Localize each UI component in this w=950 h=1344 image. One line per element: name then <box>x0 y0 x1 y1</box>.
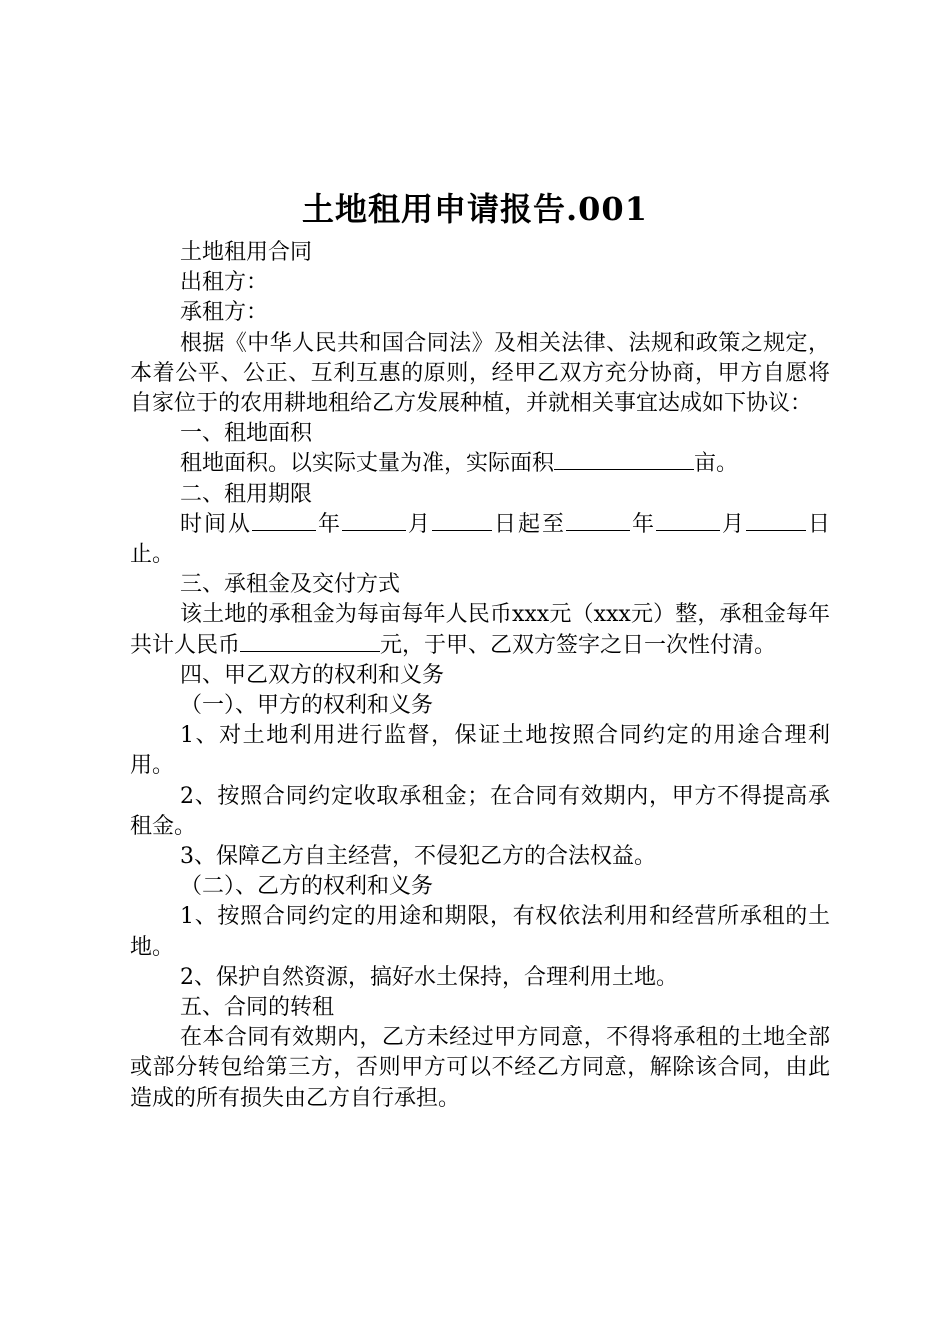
area-paragraph <box>130 449 830 479</box>
preamble-paragraph: 根据《中华人民共和国合同法》及相关法律、法规和政策之规定，本着公平、公正、互利互惠的原则，经甲乙双方充分协商，甲方自愿将自家位于的农用耕地租给乙方发展种植，并就相关事宜达成如下协议： <box>130 330 830 417</box>
party-a-subheading: （一）、甲方的权利和义务 <box>180 693 434 719</box>
start-day-blank <box>432 510 492 531</box>
start-month-blank <box>342 510 406 531</box>
end-year-blank <box>566 510 630 531</box>
section-3-heading: 三、承租金及交付方式 <box>180 572 401 598</box>
party-a-item-3: 3、保障乙方自主经营，不侵犯乙方的合法权益。 <box>180 844 656 870</box>
document-body <box>130 238 830 1114</box>
start-year-blank <box>252 510 316 531</box>
document-title: 土地租用申请报告.001 <box>302 190 648 228</box>
rent-text-end: 元，于甲、乙双方签字之日一次性付清。 <box>380 632 777 658</box>
rent-text: 该土地的承租金为每亩每年人民币xxx元（xxx元）整，承租金每年共计人民币 <box>130 602 830 658</box>
term-month-1: 月 <box>405 511 432 537</box>
party-b-subheading: （二）、乙方的权利和义务 <box>180 874 434 900</box>
section-5-heading: 五、合同的转租 <box>180 995 335 1021</box>
term-paragraph <box>130 510 830 570</box>
rent-total-blank <box>240 631 380 652</box>
area-unit: 亩。 <box>694 451 739 477</box>
end-day-blank <box>746 510 806 531</box>
party-a-item-2: 2、按照合同约定收取承租金；在合同有效期内，甲方不得提高承租金。 <box>130 783 830 839</box>
contract-heading: 土地租用合同 <box>180 240 313 265</box>
section-1-heading: 一、租地面积 <box>180 421 313 447</box>
lessor-line: 出租方： <box>180 270 269 296</box>
rent-paragraph <box>130 600 830 660</box>
end-month-blank <box>656 510 720 531</box>
term-month-2: 月 <box>719 511 746 537</box>
term-until: 日起至 <box>491 511 566 537</box>
area-text: 租地面积。以实际丈量为准，实际面积 <box>180 451 555 477</box>
party-b-item-1: 1、按照合同约定的用途和期限，有权依法利用和经营所承租的土地。 <box>130 904 830 960</box>
term-from: 时间从 <box>180 511 252 537</box>
section-4-heading: 四、甲乙双方的权利和义务 <box>180 662 445 688</box>
party-a-item-1: 1、对土地利用进行监督，保证土地按照合同约定的用途合理利用。 <box>130 723 830 779</box>
lessee-line: 承租方： <box>180 300 269 326</box>
section-2-heading: 二、租用期限 <box>180 481 313 507</box>
term-year-2: 年 <box>629 511 656 537</box>
sublease-paragraph: 在本合同有效期内，乙方未经过甲方同意，不得将承租的土地全部或部分转包给第三方，否则甲方可以不经乙方同意，解除该合同，由此造成的所有损失由乙方自行承担。 <box>130 1025 830 1111</box>
term-end: 日止。 <box>130 511 830 568</box>
party-b-item-2: 2、保护自然资源，搞好水土保持，合理利用土地。 <box>180 964 678 990</box>
term-year-1: 年 <box>315 511 342 537</box>
area-blank <box>554 449 694 470</box>
